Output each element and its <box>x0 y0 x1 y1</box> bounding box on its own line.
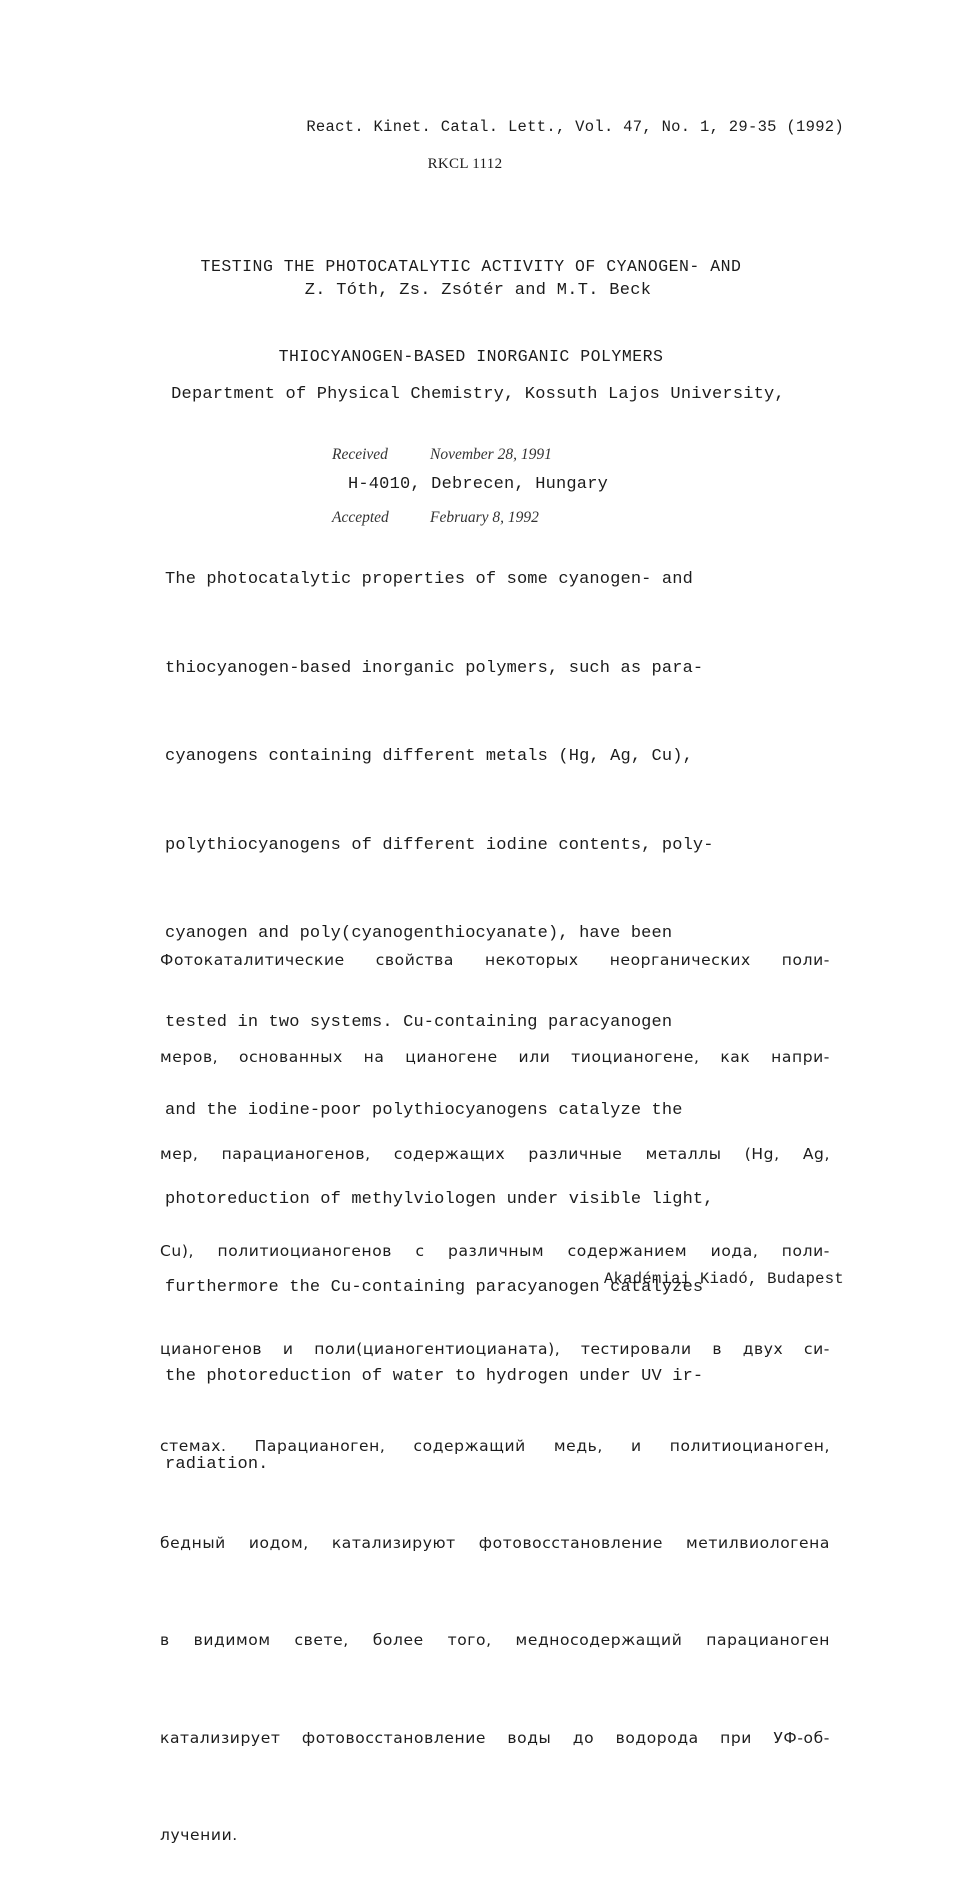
abstract-line: cyanogen and poly(cyanogenthiocyanate), have been <box>165 924 673 943</box>
abstract-line: radiation. <box>165 1455 269 1474</box>
abstract-ru-line: Фотокаталитические свойства некоторых неорганических поли- <box>160 950 830 969</box>
accepted-label: Accepted <box>332 509 389 526</box>
abstract-ru-line: катализирует фотовосстановление воды до водорода при УФ-об- <box>160 1728 830 1747</box>
article-code: RKCL 1112 <box>427 156 503 172</box>
received-label: Received <box>332 446 388 463</box>
author-list: Z. Tóth, Zs. Zsótér and M.T. Beck <box>304 281 652 300</box>
abstract-russian <box>160 879 830 1884</box>
abstract-line: and the iodine-poor polythiocyanogens catalyze the <box>165 1101 683 1120</box>
abstract-ru-line: стемах. Парацианоген, содержащий медь, и политиоцианоген, <box>160 1436 830 1455</box>
abstract-line: photoreduction of methylviologen under visible light, <box>165 1189 714 1209</box>
abstract-line: The photocatalytic properties of some cyanogen- and <box>165 570 693 589</box>
abstract-ru-line: в видимом свете, более того, медносодержащий парацианоген <box>160 1631 830 1650</box>
title-line: THIOCYANOGEN-BASED INORGANIC POLYMERS <box>278 347 664 366</box>
abstract-ru-line: бедный иодом, катализируют фотовосстановление метилвиологена <box>160 1534 830 1553</box>
abstract-line: polythiocyanogens of different iodine contents, poly- <box>165 835 714 855</box>
affiliation-line: H-4010, Debrecen, Hungary <box>347 475 609 494</box>
abstract-line: tested in two systems. Cu-containing paracyanogen <box>165 1012 673 1032</box>
affiliation-line: Department of Physical Chemistry, Kossuth Lajos University, <box>171 385 785 404</box>
abstract-ru-line: меров, основанных на цианогене или тиоцианогене, как напри- <box>160 1048 830 1067</box>
abstract-ru-line: мер, парацианогенов, содержащих различные металлы (Hg, Ag, <box>160 1145 830 1164</box>
abstract-line: the photoreduction of water to hydrogen under UV ir- <box>165 1366 704 1386</box>
received-date: November 28, 1991 <box>430 446 552 463</box>
abstract-line: cyanogens containing different metals (Hg, Ag, Cu), <box>165 747 693 766</box>
title-line: TESTING THE PHOTOCATALYTIC ACTIVITY OF CYANOGEN- AND <box>200 257 742 276</box>
accepted-date: February 8, 1992 <box>430 509 539 526</box>
received-row <box>332 444 552 465</box>
abstract-ru-line: Cu), политиоцианогенов с различным содержанием иода, поли- <box>160 1242 830 1261</box>
abstract-line: thiocyanogen-based inorganic polymers, such as para- <box>165 658 704 678</box>
abstract-line: furthermore the Cu-containing paracyanogen catalyzes <box>165 1278 704 1297</box>
publisher-footer: Akadémiai Kiadó, Budapest <box>603 1270 844 1288</box>
abstract-ru-line: лучении. <box>160 1825 238 1844</box>
abstract-ru-line: цианогенов и поли(цианогентиоцианата), тестировали в двух си- <box>160 1339 830 1358</box>
journal-citation: React. Kinet. Catal. Lett., Vol. 47, No. 1, 29-35 (1992) <box>306 118 844 136</box>
